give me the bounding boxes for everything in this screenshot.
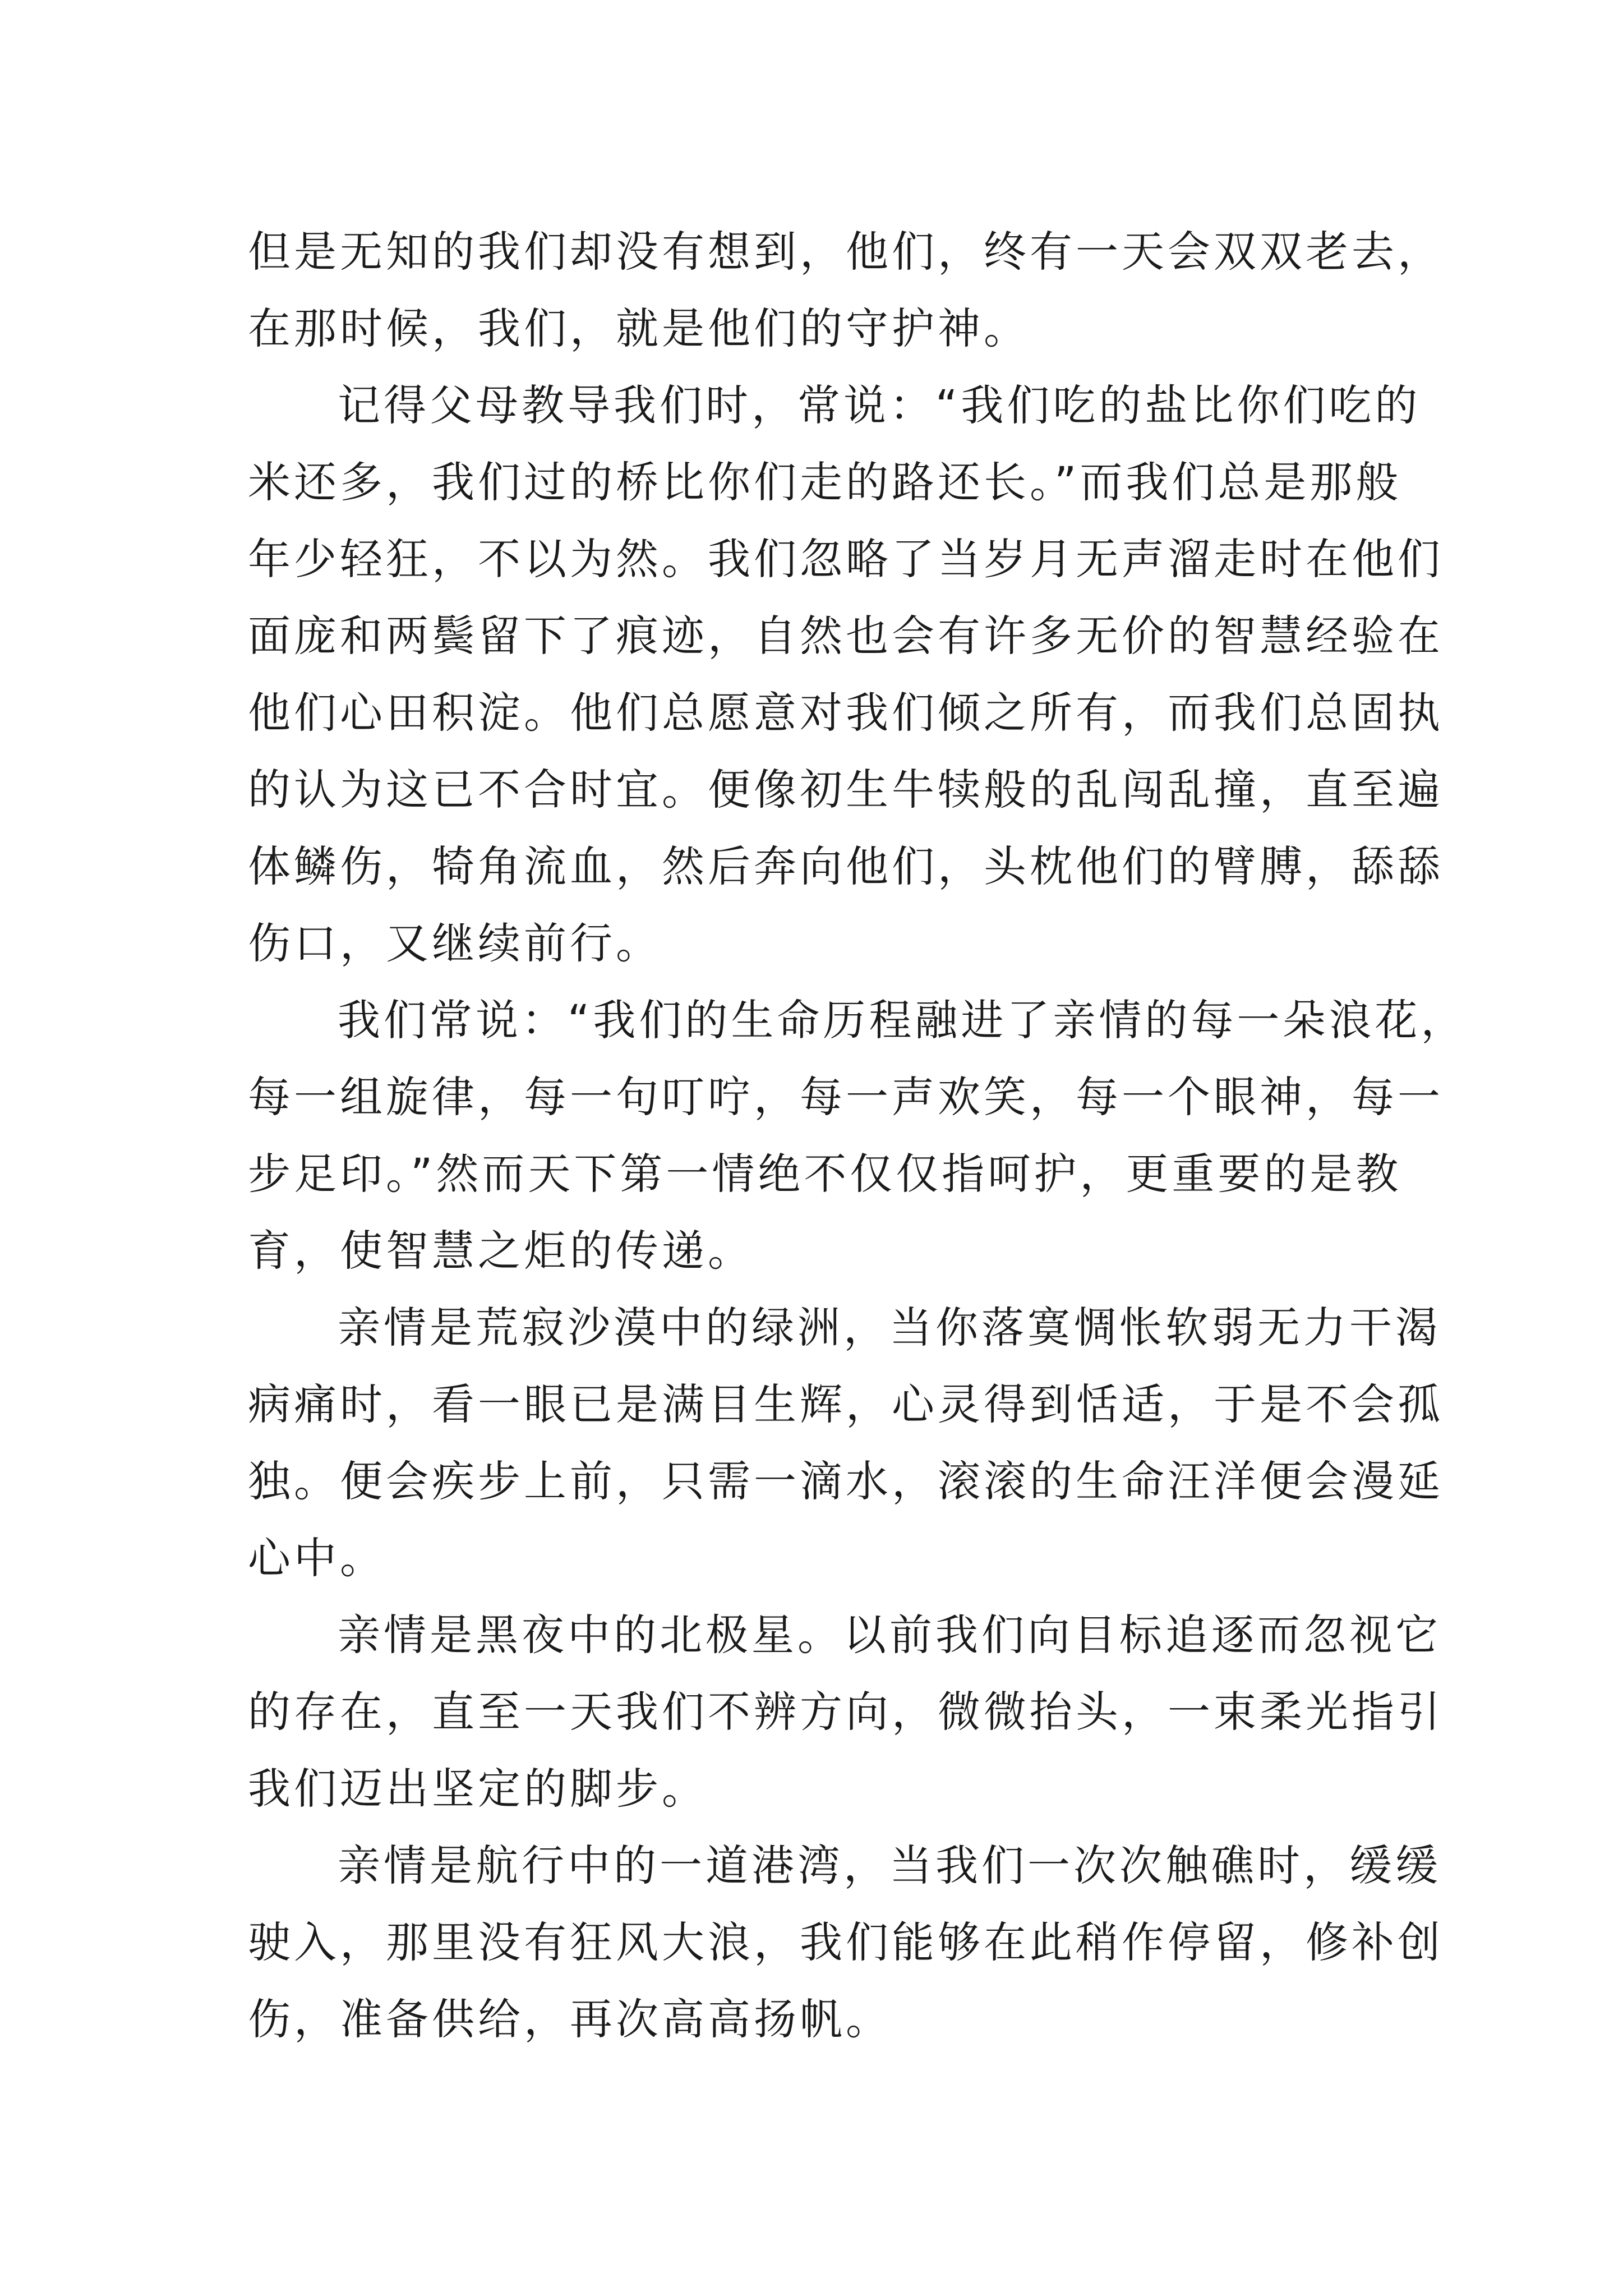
text-line: 每一组旋律，每一句叮咛，每一声欢笑，每一个眼神，每一 — [248, 1072, 1444, 1122]
text-line: 伤口，又继续前行。 — [248, 918, 662, 968]
text-line: 心中。 — [248, 1533, 386, 1583]
text-line: 育，使智慧之炬的传递。 — [248, 1226, 754, 1276]
text-line: 在那时候，我们，就是他们的守护神。 — [248, 303, 1030, 353]
text-line: 伤，准备供给，再次高高扬帆。 — [248, 1994, 892, 2044]
text-line: 年少轻狂，不以为然。我们忽略了当岁月无声溜走时在他们 — [248, 534, 1444, 584]
text-line: 他们心田积淀。他们总愿意对我们倾之所有，而我们总固执 — [248, 688, 1444, 738]
text-line: 面庞和两鬓留下了痕迹，自然也会有许多无价的智慧经验在 — [248, 611, 1444, 661]
paragraph-first-line: 亲情是航行中的一道港湾，当我们一次次触礁时，缓缓 — [338, 1841, 1441, 1890]
body-text — [248, 213, 1467, 2058]
paragraph-first-line: 亲情是荒寂沙漠中的绿洲，当你落寞惆怅软弱无力干渴 — [338, 1303, 1441, 1352]
paragraph-first-line: 我们常说：“我们的生命历程融进了亲情的每一朵浪花， — [338, 995, 1467, 1045]
text-line: 但是无知的我们却没有想到，他们，终有一天会双双老去， — [248, 227, 1444, 277]
text-line: 步足印。”然而天下第一情绝不仅仅指呵护，更重要的是教 — [248, 1149, 1402, 1199]
text-line: 驶入，那里没有狂风大浪，我们能够在此稍作停留，修补创 — [248, 1917, 1444, 1967]
text-line: 的存在，直至一天我们不辨方向，微微抬头，一束柔光指引 — [248, 1687, 1444, 1737]
text-line: 独。便会疾步上前，只需一滴水，滚滚的生命汪洋便会漫延 — [248, 1456, 1444, 1506]
text-line: 我们迈出坚定的脚步。 — [248, 1764, 708, 1814]
text-line: 的认为这已不合时宜。便像初生牛犊般的乱闯乱撞，直至遍 — [248, 765, 1444, 815]
text-line: 病痛时，看一眼已是满目生辉，心灵得到恬适，于是不会孤 — [248, 1379, 1444, 1429]
paragraph-first-line: 记得父母教导我们时，常说：“我们吃的盐比你们吃的 — [338, 380, 1421, 430]
paragraph-first-line: 亲情是黑夜中的北极星。以前我们向目标追逐而忽视它 — [338, 1610, 1441, 1660]
text-line: 体鳞伤，犄角流血，然后奔向他们，头枕他们的臂膊，舔舔 — [248, 841, 1444, 891]
text-line: 米还多，我们过的桥比你们走的路还长。”而我们总是那般 — [248, 457, 1402, 507]
